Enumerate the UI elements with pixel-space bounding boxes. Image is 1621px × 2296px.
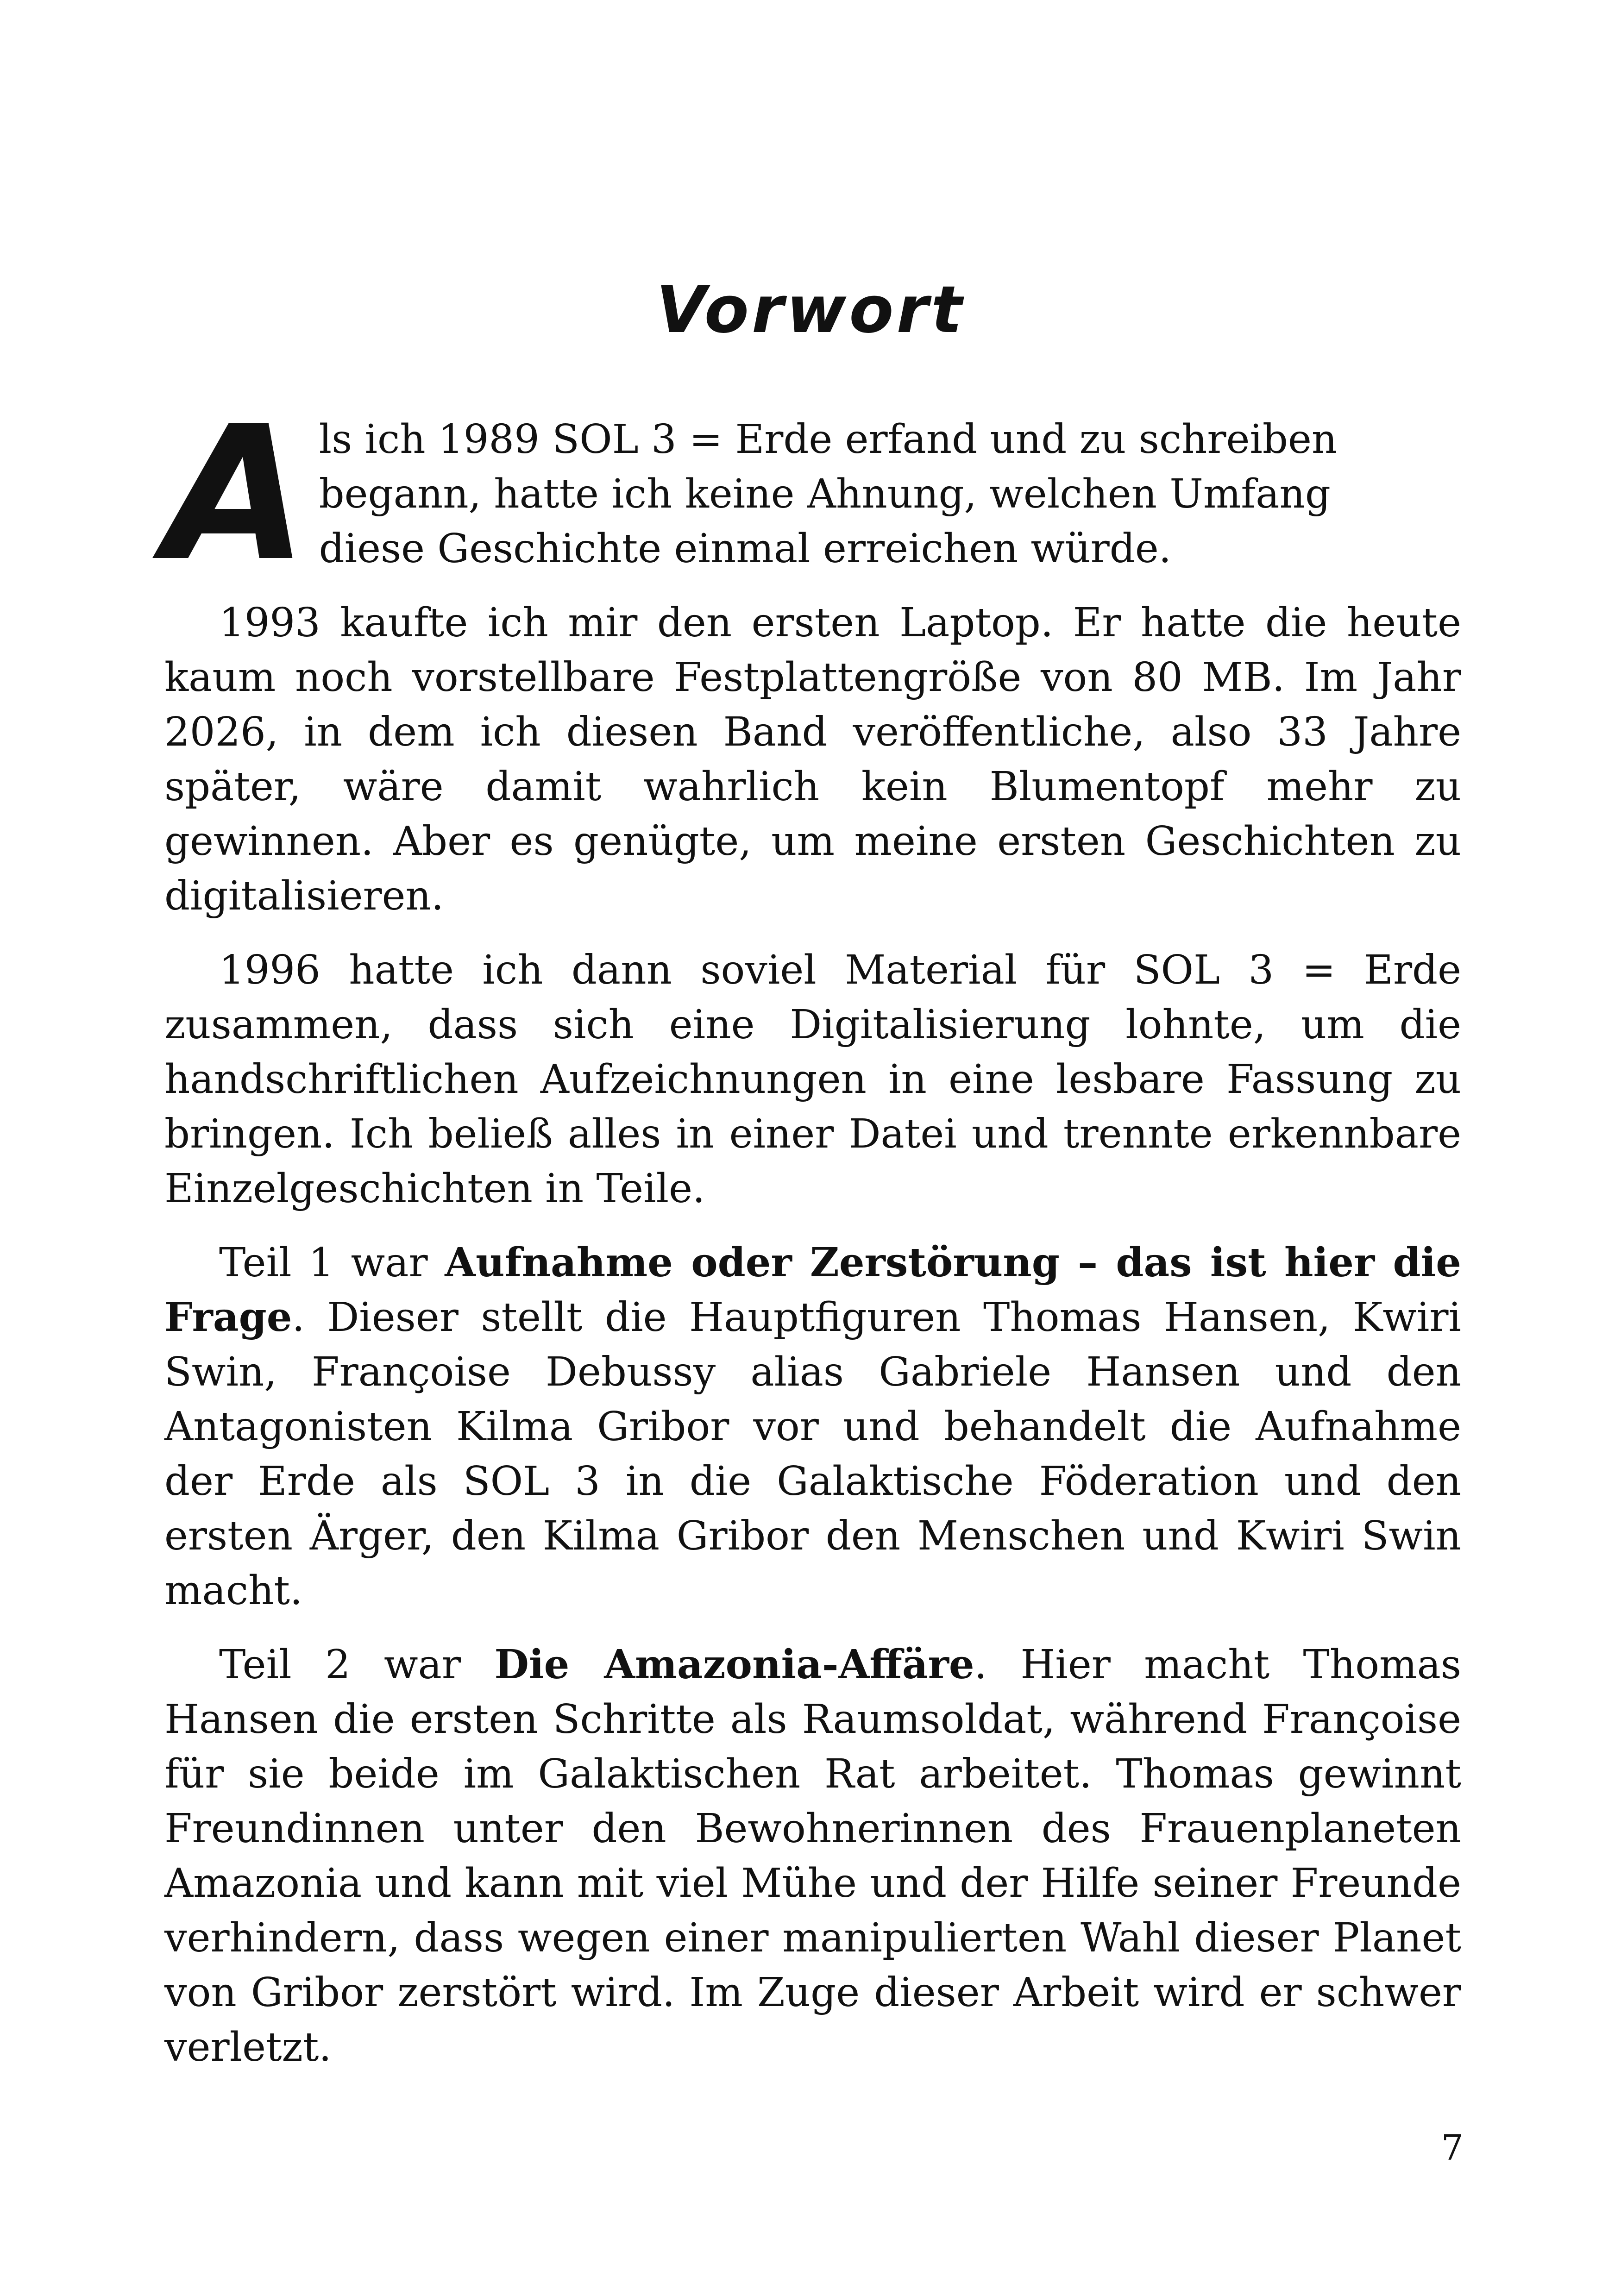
paragraph-4-text: . Dieser stellt die Hauptfiguren Thomas Hansen, Kwiri Swin, Françoise Debussy alias Gabriele Hansen und den Antagonisten Kilma Gribor vor und behandelt die Aufnahme der Erde als SOL 3 in die Galaktische Föderation und den ersten Ärger, den Kilma Gribor den Menschen und Kwiri Swin macht.	[164, 1294, 1461, 1614]
chapter-title: Vorwort	[656, 272, 965, 348]
paragraph-4	[164, 1236, 1461, 1618]
drop-cap-letter: A	[164, 387, 308, 602]
paragraph-5	[164, 1637, 1461, 2075]
paragraph-3: 1996 hatte ich dann soviel Material für SOL 3 = Erde zusammen, dass sich eine Digitalisierung lohnte, um die handschriftlichen Aufzeichnungen in eine lesbare Fassung zu bringen. Ich beließ alles in einer Datei und trennte erkennbare Einzelgeschichten in Teile.	[164, 947, 1461, 1212]
paragraph-5-book-title: Die Amazonia-Affäre	[494, 1641, 974, 1688]
paragraph-1-line-1: ls ich 1989 SOL 3 = Erde erfand und zu schreiben	[319, 416, 1338, 463]
paragraph-1	[164, 387, 1461, 602]
paragraph-5-intro: Teil 2 war	[219, 1642, 495, 1688]
paragraph-4-book-title: Aufnahme oder Zerstörung – das ist hier die Frage	[164, 1239, 1462, 1341]
paragraph-2: 1993 kaufte ich mir den ersten Laptop. Er hatte die heute kaum noch vorstellbare Festplattengröße von 80 MB. Im Jahr 2026, in dem ich diesen Band veröffentliche, also 33 Jahre später, wäre damit wahrlich kein Blumentopf mehr zu gewinnen. Aber es genügte, um meine ersten Geschichten zu digitalisieren.	[164, 600, 1461, 919]
paragraph-5-text: . Hier macht Thomas Hansen die ersten Schritte als Raumsoldat, während Françoise für sie beide im Galaktischen Rat arbeitet. Thomas gewinnt Freundinnen unter den Bewohnerinnen des Frauenplaneten Amazonia und kann mit viel Mühe und der Hilfe seiner Freunde verhindern, dass wegen einer manipulierten Wahl dieser Planet von Gribor zerstört wird. Im Zuge dieser Arbeit wird er schwer verletzt.	[164, 1642, 1461, 2070]
page-number: 7	[1441, 2127, 1464, 2168]
paragraph-1-line-2: begann, hatte ich keine Ahnung, welchen Umfang	[319, 471, 1331, 517]
paragraph-4-intro: Teil 1 war	[219, 1240, 445, 1286]
body-text	[164, 387, 1462, 2094]
paragraph-1-line-3: diese Geschichte einmal erreichen würde.	[319, 526, 1172, 572]
